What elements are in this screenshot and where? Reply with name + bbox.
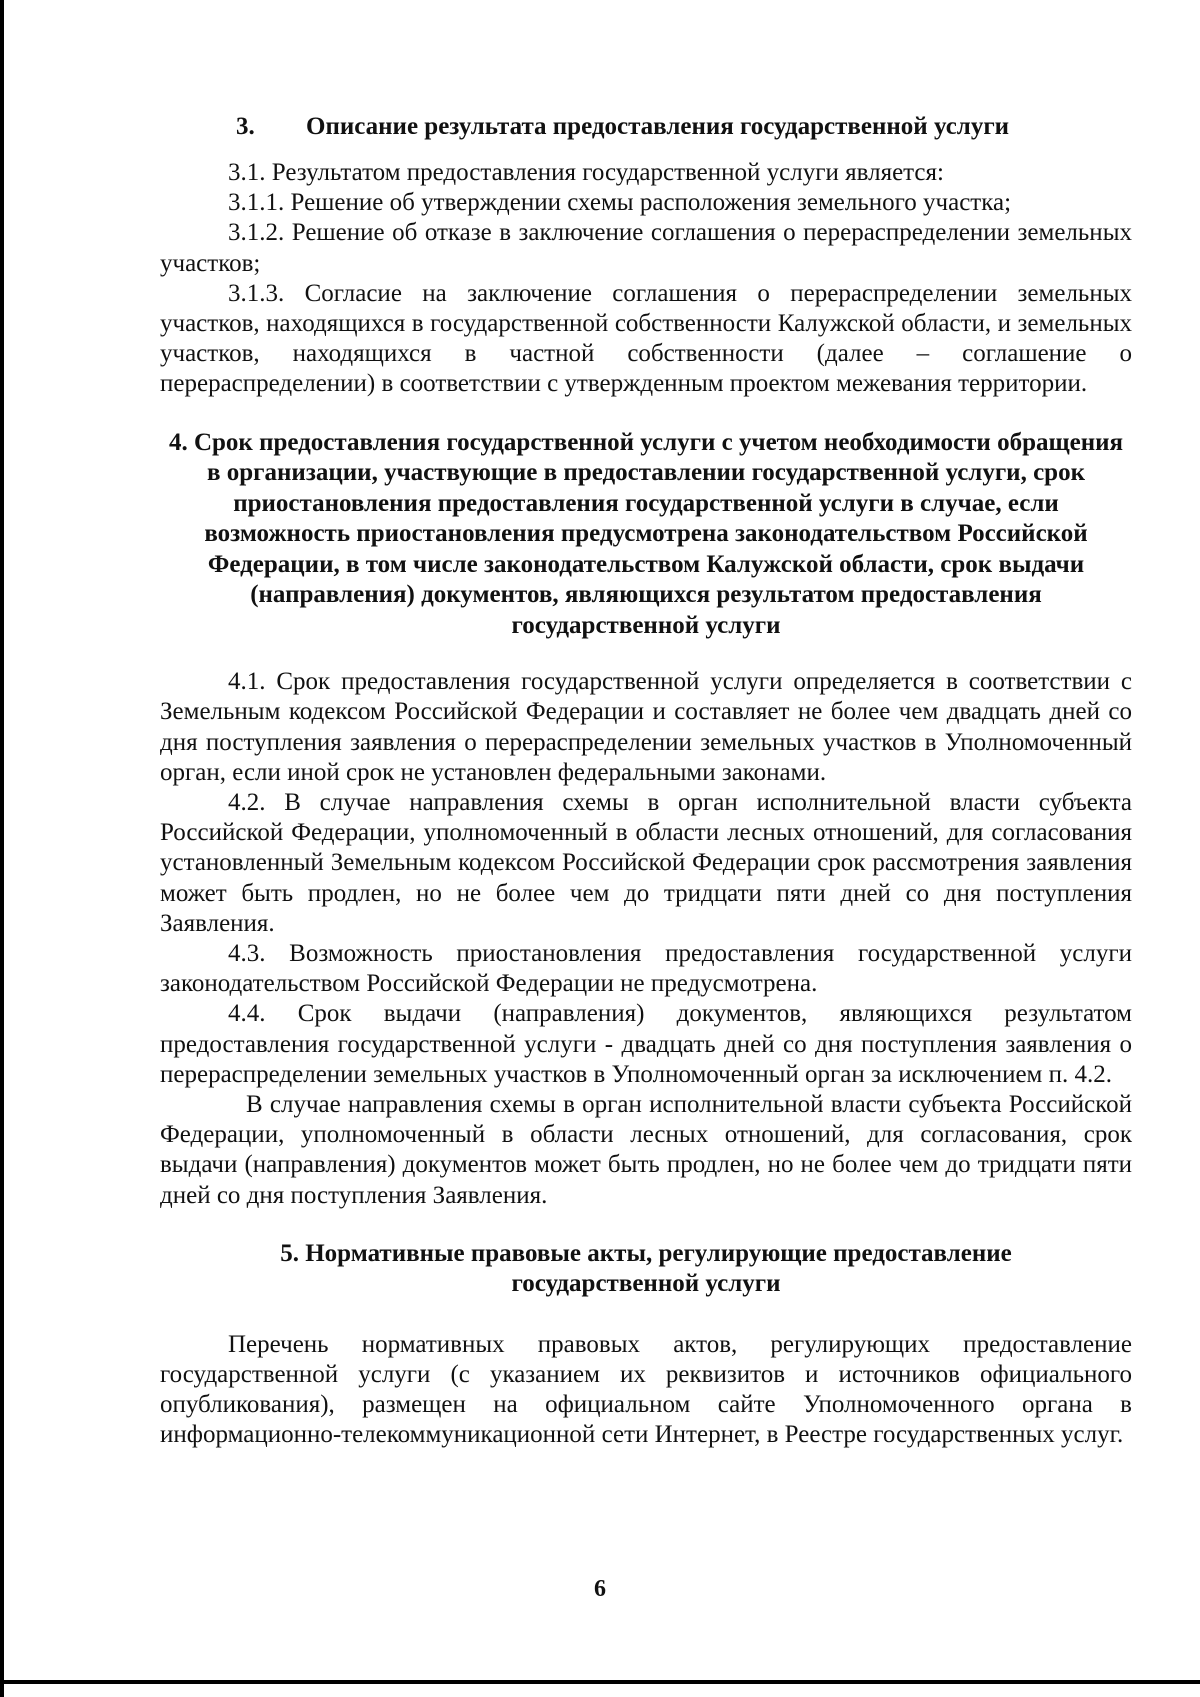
paragraph-4-3: 4.3. Возможность приостановления предоставления государственной услуги законодательством Российской Федерации не предусмотрена.: [160, 939, 1132, 998]
section-5-heading: [160, 1239, 1132, 1300]
scan-border-bottom: [0, 1680, 1200, 1684]
section-3-heading: [236, 112, 1132, 142]
paragraph-3-1-3: 3.1.3. Согласие на заключение соглашения о перераспределении земельных участков, находящихся в государственной собственности Калужской области, и земельных участков, находящихся в частной собственности (далее – соглашение о перераспределении) в соответствии с утвержденным проектом межевания территории.: [160, 279, 1132, 398]
paragraph-3-1: 3.1. Результатом предоставления государственной услуги является:: [228, 159, 944, 186]
page-number: 6: [594, 1576, 606, 1602]
section-3-title: Описание результата предоставления государственной услуги: [306, 113, 1010, 140]
document-page: [160, 108, 1132, 1451]
paragraph-3-1-1: 3.1.1. Решение об утверждении схемы расположения земельного участка;: [228, 189, 1012, 217]
section-4-heading: 4. Срок предоставления государственной услуги с учетом необходимости обращения в организации, участвующие в предоставлении государственной услуги, срок приостановления предоставления государственной услуги в случае, если возможность приостановления предусмотрена законодательством Российской Федерации, в том числе законодательством Калужской области, срок выдачи (направления) документов, являющихся результатом предоставления государственной услуги: [168, 428, 1124, 639]
scan-border-left: [0, 0, 4, 1697]
paragraph-3-1-2: 3.1.2. Решение об отказе в заключение соглашения о перераспределении земельных участков;: [160, 219, 1132, 277]
paragraph-4-4-continued: В случае направления схемы в орган исполнительной власти субъекта Российской Федерации, уполномоченный в области лесных отношений, для согласования, срок выдачи (направления) документов может быть продлен, но не более чем до тридцати пяти дней со дня поступления Заявления.: [160, 1090, 1132, 1209]
paragraph-4-4: 4.4. Срок выдачи (направления) документов, являющихся результатом предоставления государственной услуги - двадцать дней со дня поступления заявления о перераспределении земельных участков в Уполномоченный орган за исключением п. 4.2.: [160, 1000, 1132, 1088]
paragraph-4-1: 4.1. Срок предоставления государственной услуги определяется в соответствии с Земельным кодексом Российской Федерации и составляет не более чем двадцать дней со дня поступления заявления о перераспределении земельных участков в Уполномоченный орган, если иной срок не установлен федеральными законами.: [160, 668, 1132, 786]
paragraph-5: Перечень нормативных правовых актов, регулирующих предоставление государственной услуги (с указанием их реквизитов и источников официального опубликования), размещен на официальном сайте Уполномоченного органа в информационно-телекоммуникационной сети Интернет, в Реестре государственных услуг.: [160, 1330, 1132, 1449]
paragraph-4-2: 4.2. В случае направления схемы в орган исполнительной власти субъекта Российской Федерации, уполномоченный в области лесных отношений, для согласования установленный Земельным кодексом Российской Федерации срок рассмотрения заявления может быть продлен, но не более чем до тридцати пяти дней со дня поступления Заявления.: [160, 788, 1132, 937]
section-3-number: 3.: [236, 113, 255, 140]
section-5-heading-line-1: 5. Нормативные правовые акты, регулирующие предоставление: [280, 1239, 1012, 1267]
section-5-heading-line-2: государственной услуги: [511, 1270, 781, 1298]
